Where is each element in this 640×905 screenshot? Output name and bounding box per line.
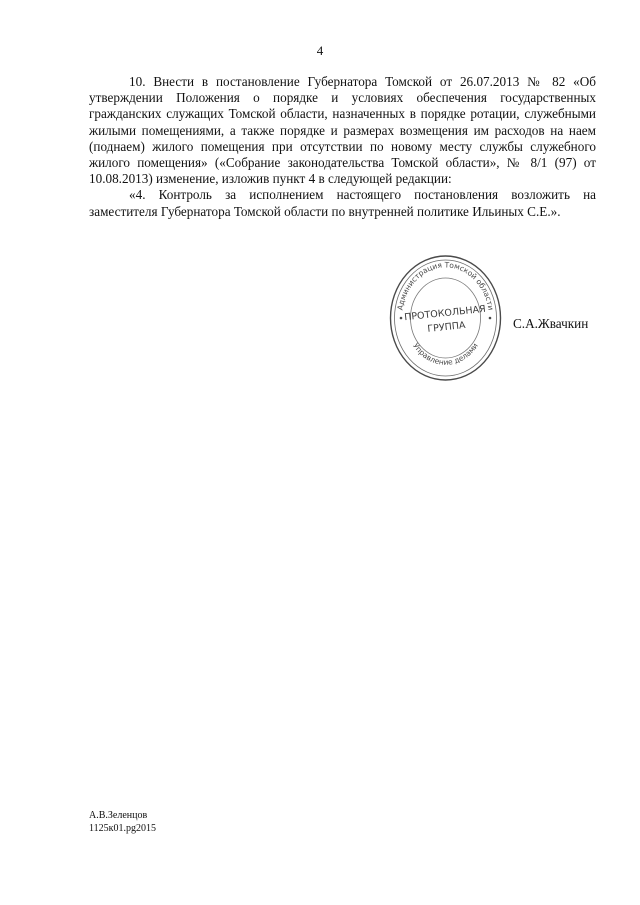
- stamp-seal-graphic: [388, 254, 503, 382]
- stamp-dot-right: [489, 317, 492, 320]
- stamp-outer-text-bottom: Управление делами: [411, 341, 480, 367]
- signature-name: С.А.Жвачкин: [513, 316, 589, 331]
- stamp-outer-text-top: Администрация Томской области: [395, 260, 496, 311]
- page-number: 4: [316, 43, 324, 58]
- stamp-center-line-1: ПРОТОКОЛЬНАЯ: [403, 303, 487, 324]
- document-footer: [89, 809, 156, 835]
- stamp-center-line-2: ГРУППА: [426, 319, 467, 335]
- footer-file-ref: 1125к01.pg2015: [89, 823, 156, 834]
- footer-author: А.В.Зеленцов: [89, 810, 148, 821]
- official-stamp: [388, 254, 503, 382]
- paragraph-item-10: 10. Внести в постановление Губернатора Томской от 26.07.2013 № 82 «Об утверждении Положения о порядке и условиях обеспечения государственных гражданских служащих Томской области, назначенных в порядке ротации, служебными жилыми помещениями, а также порядке и размерах возмещения им расходов на наем (поднаем) жилого помещения при отсутствии по новому месту службы служебного жилого помещения» («Собрание законодательства Томской области», № 8/1 (97) от 10.08.2013) изменение, изложив пункт 4 в следующей редакции:: [89, 74, 596, 187]
- paragraph-quoted-item-4: «4. Контроль за исполнением настоящего постановления возложить на заместителя Губернатора Томской области по внутренней политике Ильиных С.Е.».: [89, 187, 596, 219]
- document-body: [89, 74, 596, 220]
- stamp-dot-left: [400, 317, 403, 320]
